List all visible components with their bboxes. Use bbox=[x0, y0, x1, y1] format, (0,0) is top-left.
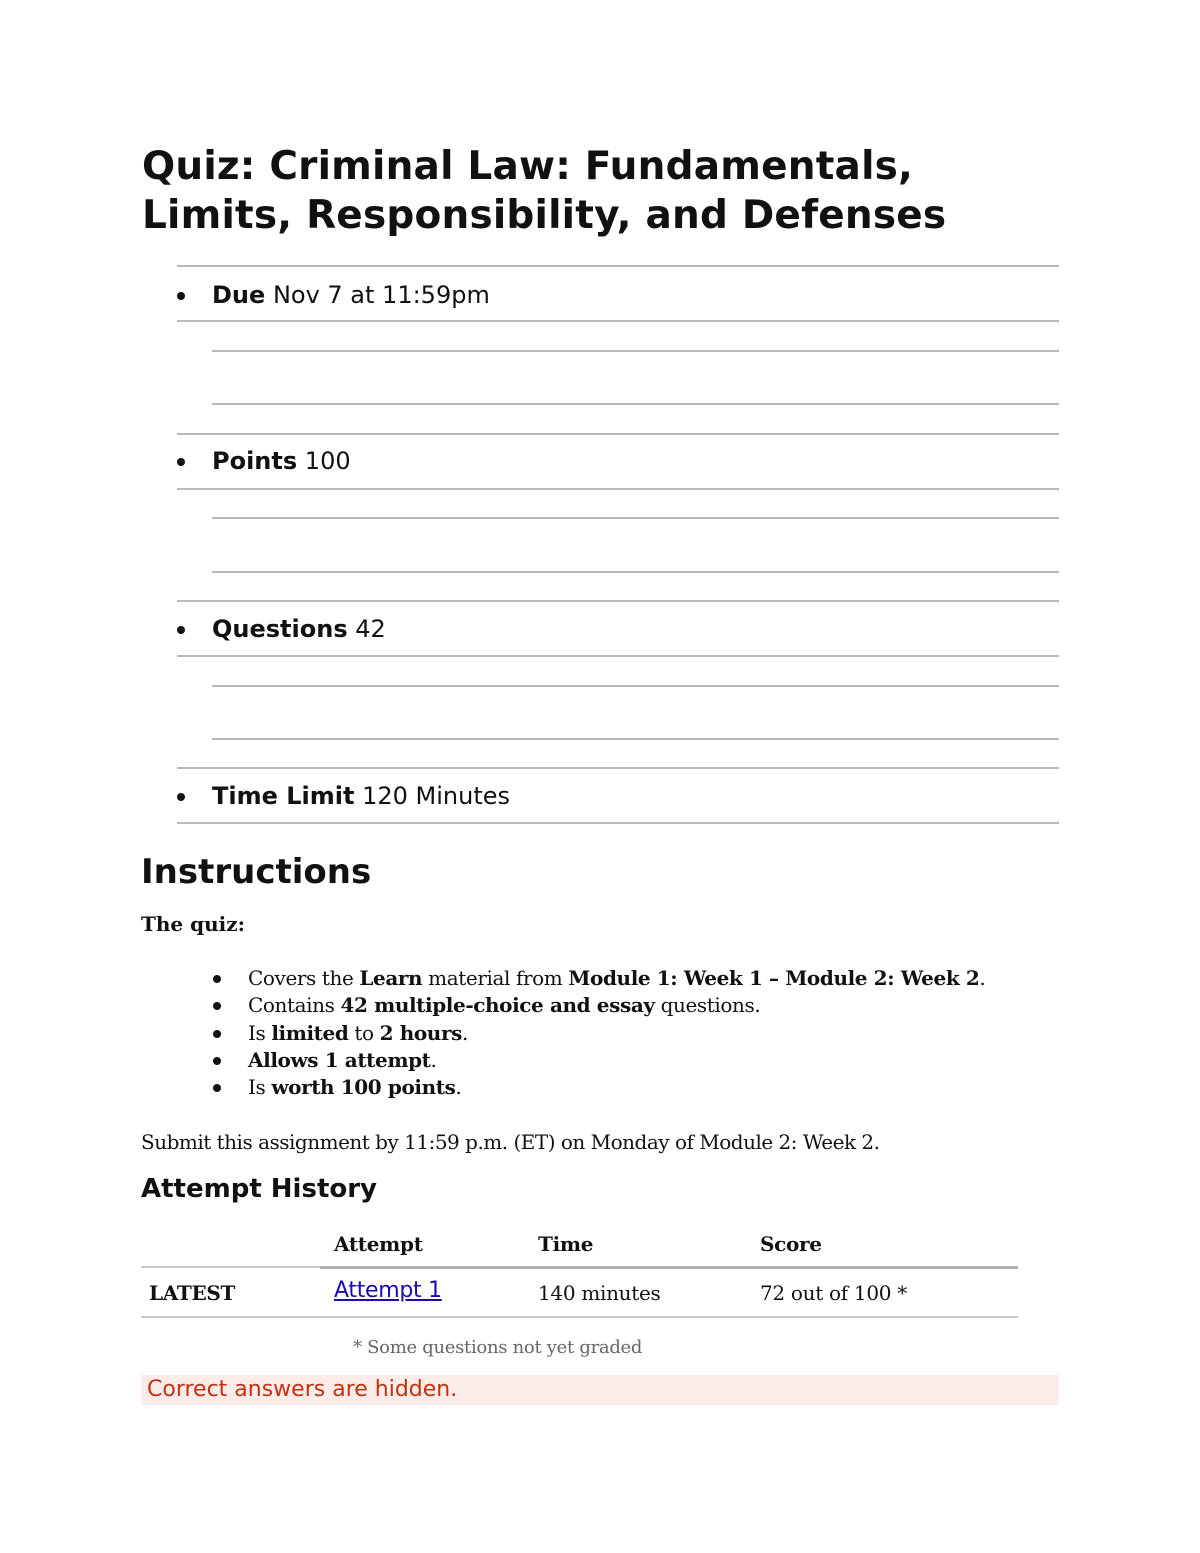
bullet-icon bbox=[177, 292, 185, 300]
instruction-text: Is bbox=[248, 1075, 272, 1100]
divider bbox=[212, 685, 1059, 687]
attempt-history-heading: Attempt History bbox=[141, 1174, 378, 1204]
meta-value: 100 bbox=[304, 447, 351, 475]
instruction-text: Contains bbox=[248, 993, 341, 1018]
divider bbox=[177, 822, 1059, 824]
table-header-rule-accent bbox=[320, 1266, 1018, 1269]
divider bbox=[177, 655, 1059, 657]
instruction-item bbox=[213, 1047, 985, 1074]
instruction-text: . bbox=[461, 1020, 468, 1045]
meta-value: 42 bbox=[355, 615, 386, 643]
instruction-text: 42 multiple-choice and essay bbox=[340, 993, 655, 1018]
column-header-time: Time bbox=[538, 1232, 594, 1256]
instruction-text: material from bbox=[422, 966, 569, 990]
divider bbox=[177, 433, 1059, 435]
divider bbox=[177, 265, 1059, 267]
attempt-score: 72 out of 100 * bbox=[760, 1281, 907, 1305]
instruction-text: to bbox=[348, 1020, 380, 1045]
divider bbox=[177, 320, 1059, 322]
column-header-score: Score bbox=[760, 1232, 822, 1256]
instructions-heading: Instructions bbox=[141, 852, 372, 892]
instruction-text: Is bbox=[248, 1020, 272, 1045]
divider bbox=[177, 767, 1059, 769]
divider bbox=[212, 350, 1059, 352]
instruction-text: limited bbox=[271, 1020, 349, 1045]
instruction-text: . bbox=[430, 1047, 437, 1072]
instruction-text: Learn bbox=[359, 966, 423, 990]
meta-points bbox=[177, 441, 1059, 481]
divider bbox=[212, 517, 1059, 519]
page-title: Quiz: Criminal Law: Fundamentals, Limits, Responsibility, and Defenses bbox=[142, 144, 947, 238]
divider bbox=[177, 600, 1059, 602]
meta-questions bbox=[177, 609, 1059, 649]
meta-label: Points bbox=[212, 447, 298, 475]
meta-due bbox=[177, 275, 1059, 315]
meta-value: Nov 7 at 11:59pm bbox=[272, 281, 490, 309]
attempt-time: 140 minutes bbox=[538, 1281, 661, 1305]
divider bbox=[212, 403, 1059, 405]
instruction-item bbox=[213, 965, 985, 992]
meta-label: Time Limit bbox=[212, 782, 355, 810]
bullet-icon bbox=[177, 793, 185, 801]
meta-label: Due bbox=[212, 281, 266, 309]
instruction-item bbox=[213, 1020, 985, 1047]
submit-deadline-text: Submit this assignment by 11:59 p.m. (ET) on Monday of Module 2: Week 2. bbox=[141, 1130, 880, 1154]
column-header-attempt: Attempt bbox=[334, 1232, 423, 1256]
bullet-icon bbox=[177, 458, 185, 466]
attempt-1-link[interactable]: Attempt 1 bbox=[334, 1278, 442, 1303]
instruction-text: Allows 1 attempt bbox=[248, 1047, 431, 1072]
meta-value: 120 Minutes bbox=[362, 782, 511, 810]
meta-time-limit bbox=[177, 776, 1059, 816]
instruction-text: Module 1: Week 1 – Module 2: Week 2 bbox=[568, 966, 980, 990]
correct-answers-alert bbox=[141, 1375, 1059, 1405]
divider bbox=[212, 571, 1059, 573]
instruction-text: Covers the bbox=[248, 966, 360, 990]
bullet-icon bbox=[177, 626, 185, 634]
instruction-text: 2 hours bbox=[379, 1020, 462, 1045]
instruction-text: . bbox=[979, 966, 986, 990]
instruction-text: questions. bbox=[654, 993, 761, 1018]
table-row-rule bbox=[141, 1316, 1018, 1318]
meta-label: Questions bbox=[212, 615, 348, 643]
instructions-list bbox=[213, 965, 985, 1101]
divider bbox=[212, 738, 1059, 740]
instruction-text: worth 100 points bbox=[271, 1075, 456, 1100]
instruction-text: . bbox=[455, 1075, 462, 1100]
alert-text: Correct answers are hidden. bbox=[147, 1377, 458, 1402]
attempt-status-badge: LATEST bbox=[149, 1281, 236, 1305]
divider bbox=[177, 488, 1059, 490]
instruction-item bbox=[213, 1074, 985, 1101]
instruction-item bbox=[213, 992, 985, 1019]
instructions-lead: The quiz: bbox=[141, 912, 245, 936]
grading-note: * Some questions not yet graded bbox=[353, 1337, 643, 1358]
